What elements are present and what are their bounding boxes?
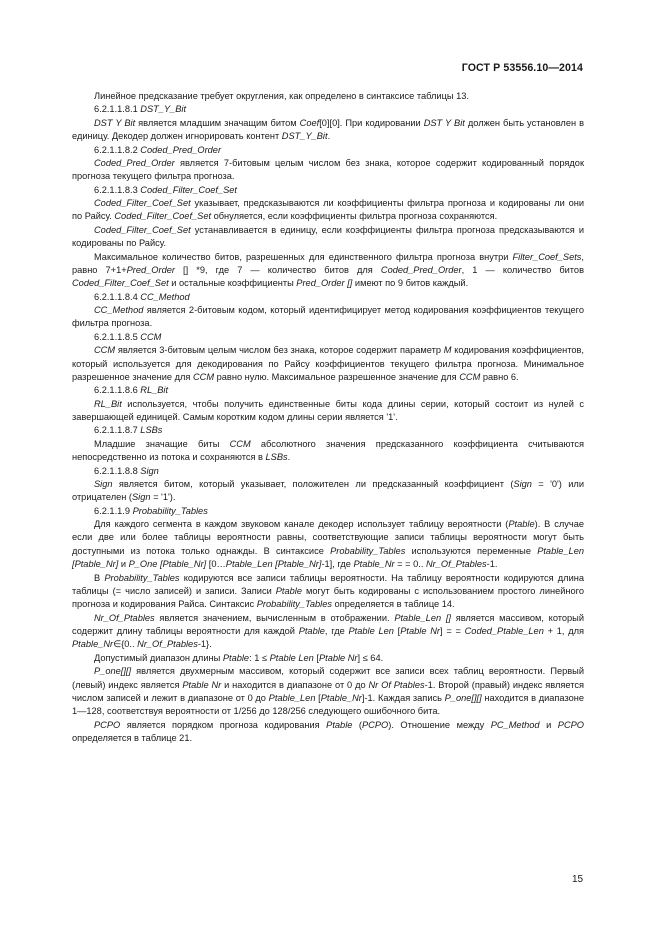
paragraph: Максимальное количество битов, разрешенных для единственного фильтра прогноза внутри Filter_Coef_Sets, равно 7+1+Pred_Order [] *9, где 7 — количество битов для Coded_Pred_Order, 1 — количество битов Coded_Filter_Coef_Set и остальные коэффициенты Pred_Order [] имеют по 9 битов каждый. xyxy=(72,251,584,289)
section-heading: 6.2.1.1.8.3 Coded_Filter_Coef_Set xyxy=(94,184,237,195)
paragraph: Sign является битом, который указывает, положителен ли предсказанный коэффициент (Sign = '0') или отрицателен (Sign = '1'). xyxy=(72,478,584,503)
paragraph: PCPO является порядком прогноза кодирования Ptable (PCPO). Отношение между PC_Method и PCPO определяется в таблице 21. xyxy=(72,719,584,743)
page-number: 15 xyxy=(572,874,584,885)
paragraph: В Probability_Tables кодируются все записи таблицы вероятности. На таблицу вероятности кодируются длина таблицы (= число записей) и записи. Записи Ptable могут быть кодированы с использованием простого линейного прогноза и кодирования Райса. Синтаксис Probability_Tables определяется в таблице 14. xyxy=(72,572,584,610)
paragraph: RL_Bit используется, чтобы получить единственные биты кода длины серии, который состоит из нулей с завершающей единицей. Самым коротким кодом длины серии является '1'. xyxy=(72,398,584,422)
document-body xyxy=(72,90,584,745)
paragraph: Младшие значащие биты CCM абсолютного значения предсказанного коэффициента считываются непосредственно из потока и сохраняются в LSBs. xyxy=(72,438,584,463)
paragraph: Coded_Filter_Coef_Set указывает, предсказываются ли коэффициенты фильтра прогноза и кодированы ли они по Райсу. Coded_Filter_Coef_Set обнуляется, если коэффициенты фильтра прогноза сохраняются. xyxy=(72,198,584,222)
section-heading: 6.2.1.1.8.2 Coded_Pred_Order xyxy=(94,144,222,155)
section-heading: 6.2.1.1.8.6 RL_Bit xyxy=(94,385,169,396)
paragraph: P_one[][] является двухмерным массивом, который содержит все записи всех таблиц вероятности. Первый (левый) индекс является Ptable Nr и находится в диапазоне от 0 до Nr Of Ptables-1. Второй (правый) индекс является числом записей и лежит в диапазоне от 0 до Ptable_Len [Ptable_Nr]-1. Каждая запись P_one[][] находится в диапазоне 1—128, соответствуя вероятности от 1/256 до 128/256 следующего ошибочного бита. xyxy=(72,666,585,717)
paragraph: CC_Method является 2-битовым кодом, который идентифицирует метод кодирования коэффициентов текущего фильтра прогноза. xyxy=(72,305,584,329)
paragraph: CCM является 3-битовым целым числом без знака, которое содержит параметр M кодирования коэффициентов, который используется для декодирования по Райсу коэффициентов текущего фильтра прогноза. Минимальное разрешенное значение для CCM равно нулю. Максимальное разрешенное значение для CCM равно 6. xyxy=(72,345,584,382)
paragraph: Coded_Filter_Coef_Set устанавливается в единицу, если коэффициенты фильтра прогноза предсказываются и кодированы по Райсу. xyxy=(72,224,584,249)
paragraph: DST Y Bit является младшим значащим битом Coef[0][0]. При кодировании DST Y Bit должен быть установлен в единицу. Декодер должен игнорировать контент DST_Y_Bit. xyxy=(72,117,584,142)
section-heading: 6.2.1.1.8.4 CC_Method xyxy=(94,291,190,302)
section-heading: 6.2.1.1.8.7 LSBs xyxy=(94,425,163,436)
standard-header: ГОСТ Р 53556.10—2014 xyxy=(461,62,583,74)
section-heading: 6.2.1.1.8.1 DST_Y_Bit xyxy=(94,104,187,115)
paragraph: Для каждого сегмента в каждом звуковом канале декодер использует таблицу вероятности (Ptable). В случае если две или более таблицы вероятности равны, соответствующие записи таблицы вероятности могут быть доступными из потока только однажды. В синтаксисе Probability_Tables используются переменные Ptable_Len [Ptable_Nr] и P_One [Ptable_Nr] [0…Ptable_Len [Ptable_Nr]-1], где Ptable_Nr = = 0.. Nr_Of_Ptables-1. xyxy=(72,519,584,570)
paragraph: Допустимый диапазон длины Ptable: 1 ≤ Ptable Len [Ptable Nr] ≤ 64. xyxy=(94,652,384,663)
paragraph: Nr_Of_Ptables является значением, вычисленным в отображении. Ptable_Len [] является массивом, который содержит длину таблицы вероятности для каждой Ptable, где Ptable Len [Ptable Nr] = = Coded_Ptable_Len + 1, для Ptable_Nr∈{0.. Nr_Of_Ptables-1}. xyxy=(72,612,585,650)
paragraph: Линейное предсказание требует округления, как определено в синтаксисе таблицы 13. xyxy=(94,91,469,101)
section-heading: 6.2.1.1.8.5 CCM xyxy=(94,331,162,342)
section-heading: 6.2.1.1.8.8 Sign xyxy=(94,465,159,476)
section-heading: 6.2.1.1.9 Probability_Tables xyxy=(94,505,208,516)
paragraph: Coded_Pred_Order является 7-битовым целым числом без знака, которое содержит кодированный порядок прогноза текущего фильтра прогноза. xyxy=(72,157,584,182)
